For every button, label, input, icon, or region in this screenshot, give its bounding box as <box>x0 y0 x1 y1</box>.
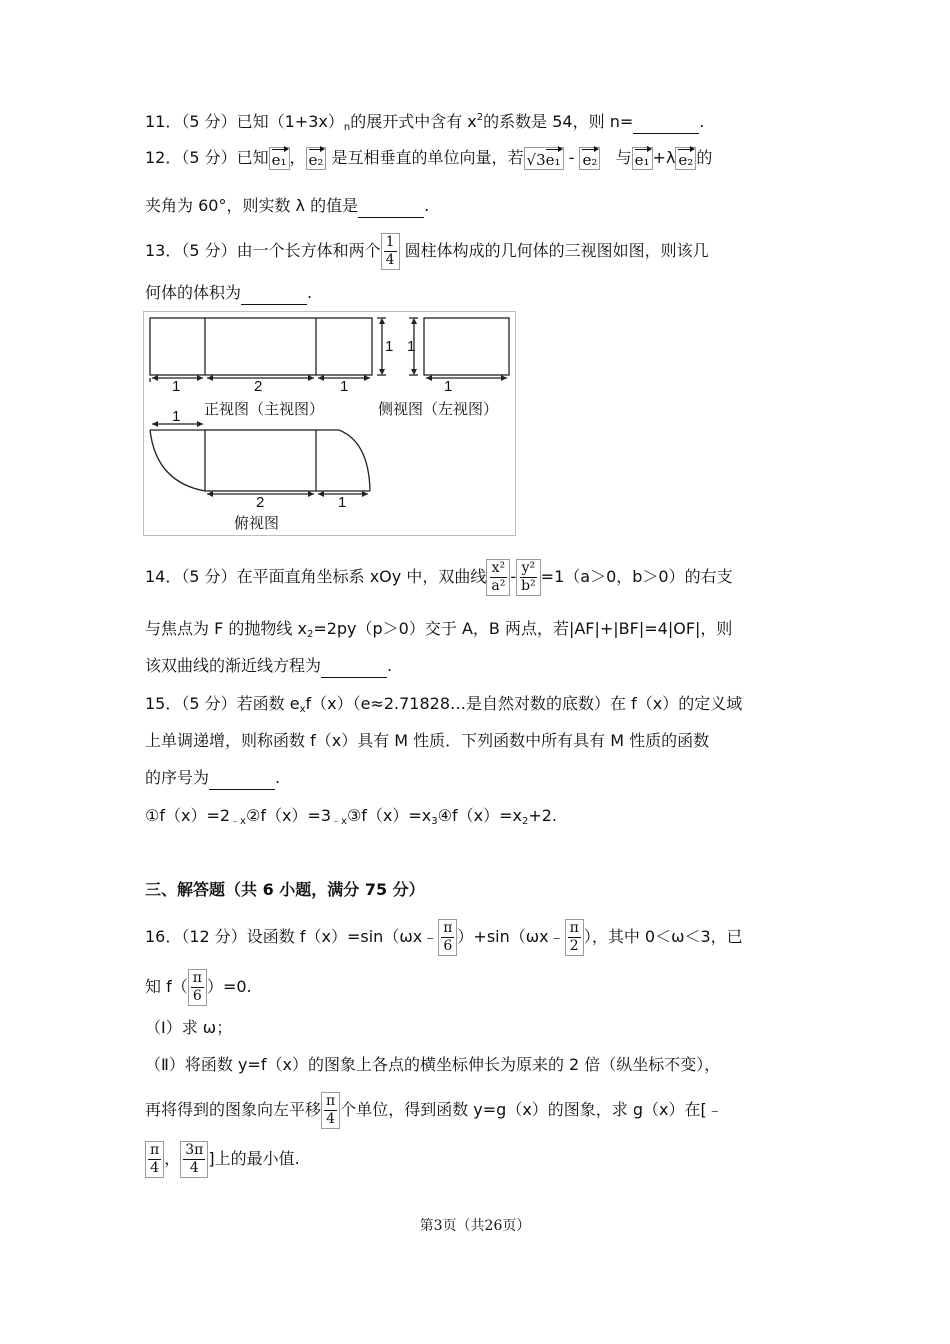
top-dim-2: 2 <box>256 494 265 511</box>
q15-options-end: +2. <box>528 806 558 825</box>
q16-frac-pi-2: $\frac{\pi}{2}$ <box>565 919 584 956</box>
top-view-rectangle <box>205 430 316 491</box>
section3-title: 三、解答题（共 6 小题，满分 75 分） <box>145 880 425 899</box>
q16-part2-line1: （Ⅱ）将函数 y=f（x）的图象上各点的横坐标伸长为原来的 2 倍（纵坐标不变）， <box>145 1055 721 1074</box>
front-dim-1a: 1 <box>172 378 181 395</box>
q16-part2-line2 <box>145 1092 723 1129</box>
q16-line2 <box>145 969 252 1006</box>
q14-line2 <box>145 618 732 646</box>
q12-sqrt3: √3e₁ <box>524 147 564 170</box>
q16-mid: ）+sin（ωx﹣ <box>457 927 565 946</box>
q16-tail: ），其中 0＜ω＜3，已 <box>583 927 743 946</box>
q16-part2-line2b: 个单位，得到函数 y=g（x）的图象，求 g（x）在[﹣ <box>340 1100 723 1119</box>
top-view-right-arc <box>339 430 370 491</box>
q14-line3-text: 该双曲线的渐近线方程为 <box>145 656 322 675</box>
q16-part2-line3 <box>145 1141 300 1178</box>
q16-part2-line2a: 再将得到的图象向左平移 <box>145 1100 322 1119</box>
q14-label: 14．（5 分）在平面直角坐标系 xOy 中，双曲线 <box>145 567 487 586</box>
three-view-figure <box>143 311 516 536</box>
q15-end: . <box>275 768 281 787</box>
q11-line <box>145 107 704 139</box>
q11-mid: 的展开式中含有 x <box>350 112 477 131</box>
q13-end: . <box>307 283 313 302</box>
top-dim-1b: 1 <box>338 494 347 511</box>
q15-option-4-exp: 2 <box>521 816 529 827</box>
q16-frac-pi-4: $\frac{\pi}{4}$ <box>321 1092 340 1129</box>
q15-line2 <box>145 730 709 752</box>
q15-exp-x: x <box>299 704 306 715</box>
q13-answer-blank[interactable] <box>241 282 307 305</box>
q15-options <box>145 805 557 833</box>
q14-frac-x: $\frac{\text{x²}}{\text{a²}}$ <box>486 559 510 596</box>
top-view-label: 俯视图 <box>234 515 280 532</box>
q12-label: 12．（5 分）已知 <box>145 148 269 167</box>
q16-line2b: ）=0. <box>206 977 252 996</box>
side-height-dim: 1 <box>407 338 416 355</box>
q16-frac-pi-4b: $\frac{\pi}{4}$ <box>145 1141 164 1178</box>
q13-fraction: $\frac{1}{4}$ <box>381 233 400 270</box>
q15-line2-text: 上单调递增，则称函数 f（x）具有 M 性质．下列函数中所有具有 M 性质的函数 <box>145 731 710 750</box>
page-footer: 第3页（共26页） <box>419 1218 531 1234</box>
q14-end: . <box>387 656 393 675</box>
q15-option-1: ①f（x）=2 <box>145 806 231 825</box>
q13-line2 <box>145 282 312 305</box>
q16-frac-pi-6b: $\frac{\pi}{6}$ <box>188 969 207 1006</box>
q15-option-4: ④f（x）=x <box>437 806 522 825</box>
q13-line2-text: 何体的体积为 <box>145 283 242 302</box>
q12-text1: 是互相垂直的单位向量，若 <box>326 148 524 167</box>
q11-tail: 的系数是 54，则 n= <box>483 112 634 131</box>
q12-vector-e1c: e₁ <box>632 147 653 170</box>
top-view-left-arc <box>150 430 205 491</box>
q14-text: =1（a＞0，b＞0）的右支 <box>540 567 733 586</box>
q11-exp-n: n <box>343 122 351 133</box>
q15-line3-text: 的序号为 <box>145 768 210 787</box>
side-view-outline <box>424 318 509 375</box>
q11-end: . <box>699 112 705 131</box>
side-dim-1: 1 <box>444 378 453 395</box>
q15-line3 <box>145 767 280 790</box>
q14-exp-2: 2 <box>306 629 314 640</box>
q14-line1 <box>145 559 733 596</box>
q14-minus: - <box>510 567 517 586</box>
three-view-drawing <box>144 312 515 535</box>
q12-comma: ， <box>289 148 306 167</box>
q12-answer-blank[interactable] <box>358 195 424 218</box>
q11-answer-blank[interactable] <box>633 111 699 134</box>
q16-part2-line3b: ]上的最小值. <box>208 1149 300 1168</box>
q12-vector-e2b: e₂ <box>579 147 600 170</box>
q13-line1 <box>145 233 709 270</box>
q15-option-2-exp: ﹣x <box>331 816 347 827</box>
q15-line1 <box>145 693 742 721</box>
q15-answer-blank[interactable] <box>209 767 275 790</box>
q15-option-3: ③f（x）=x <box>346 806 432 825</box>
q12-end: . <box>424 196 430 215</box>
q16-line1 <box>145 919 743 956</box>
top-dim-1a: 1 <box>172 408 181 425</box>
q15-option-1-exp: ﹣x <box>230 816 246 827</box>
q13-text: 圆柱体构成的几何体的三视图如图，则该几 <box>399 241 709 260</box>
q15-option-2: ②f（x）=3 <box>245 806 332 825</box>
q14-line2b: =2py（p＞0）交于 A，B 两点，若|AF|+|BF|=4|OF|，则 <box>313 619 733 638</box>
q16-frac-pi-6: $\frac{\pi}{6}$ <box>438 919 457 956</box>
q16-line2a: 知 f（ <box>145 977 188 996</box>
q12-line2 <box>145 195 429 218</box>
front-view-label: 正视图（主视图） <box>204 401 325 418</box>
front-dim-1b: 1 <box>340 378 349 395</box>
side-view-label: 侧视图（左视图） <box>378 401 499 418</box>
q15-label: 15．（5 分）若函数 e <box>145 694 300 713</box>
q12-de: 的 <box>696 148 713 167</box>
q11-exp-2: 2 <box>476 112 484 123</box>
front-view-outline <box>150 318 372 375</box>
q13-label: 13．（5 分）由一个长方体和两个 <box>145 241 381 260</box>
q12-line1 <box>145 147 712 170</box>
q16-label: 16．（12 分）设函数 f（x）=sin（ωx﹣ <box>145 927 439 946</box>
q12-vector-e2: e₂ <box>306 147 327 170</box>
q12-minus: - <box>563 148 580 167</box>
q15-option-3-exp: 3 <box>431 816 438 827</box>
q12-vector-e1: e₁ <box>269 147 290 170</box>
q14-frac-y: $\frac{\text{y²}}{\text{b²}}$ <box>516 559 541 596</box>
q15-text: f（x）（e≈2.71828…是自然对数的底数）在 f（x）的定义域 <box>305 694 743 713</box>
q11-label: 11．（5 分）已知（1+3x） <box>145 112 344 131</box>
q12-with: 与 <box>615 148 632 167</box>
q12-vector-e2c: e₂ <box>675 147 696 170</box>
q16-part1: （Ⅰ）求 ω； <box>145 1018 233 1037</box>
q14-answer-blank[interactable] <box>321 655 387 678</box>
front-dim-2: 2 <box>254 378 263 395</box>
q14-line2-text: 与焦点为 F 的抛物线 x <box>145 619 307 638</box>
q12-plus-lambda: +λ <box>652 148 676 167</box>
q12-line2-text: 夹角为 60°，则实数 λ 的值是 <box>145 196 359 215</box>
q16-comma: ， <box>164 1149 181 1168</box>
q14-line3 <box>145 655 392 678</box>
q16-frac-3pi-4: $\frac{3\pi}{4}$ <box>180 1141 208 1178</box>
front-height-dim: 1 <box>385 338 394 355</box>
